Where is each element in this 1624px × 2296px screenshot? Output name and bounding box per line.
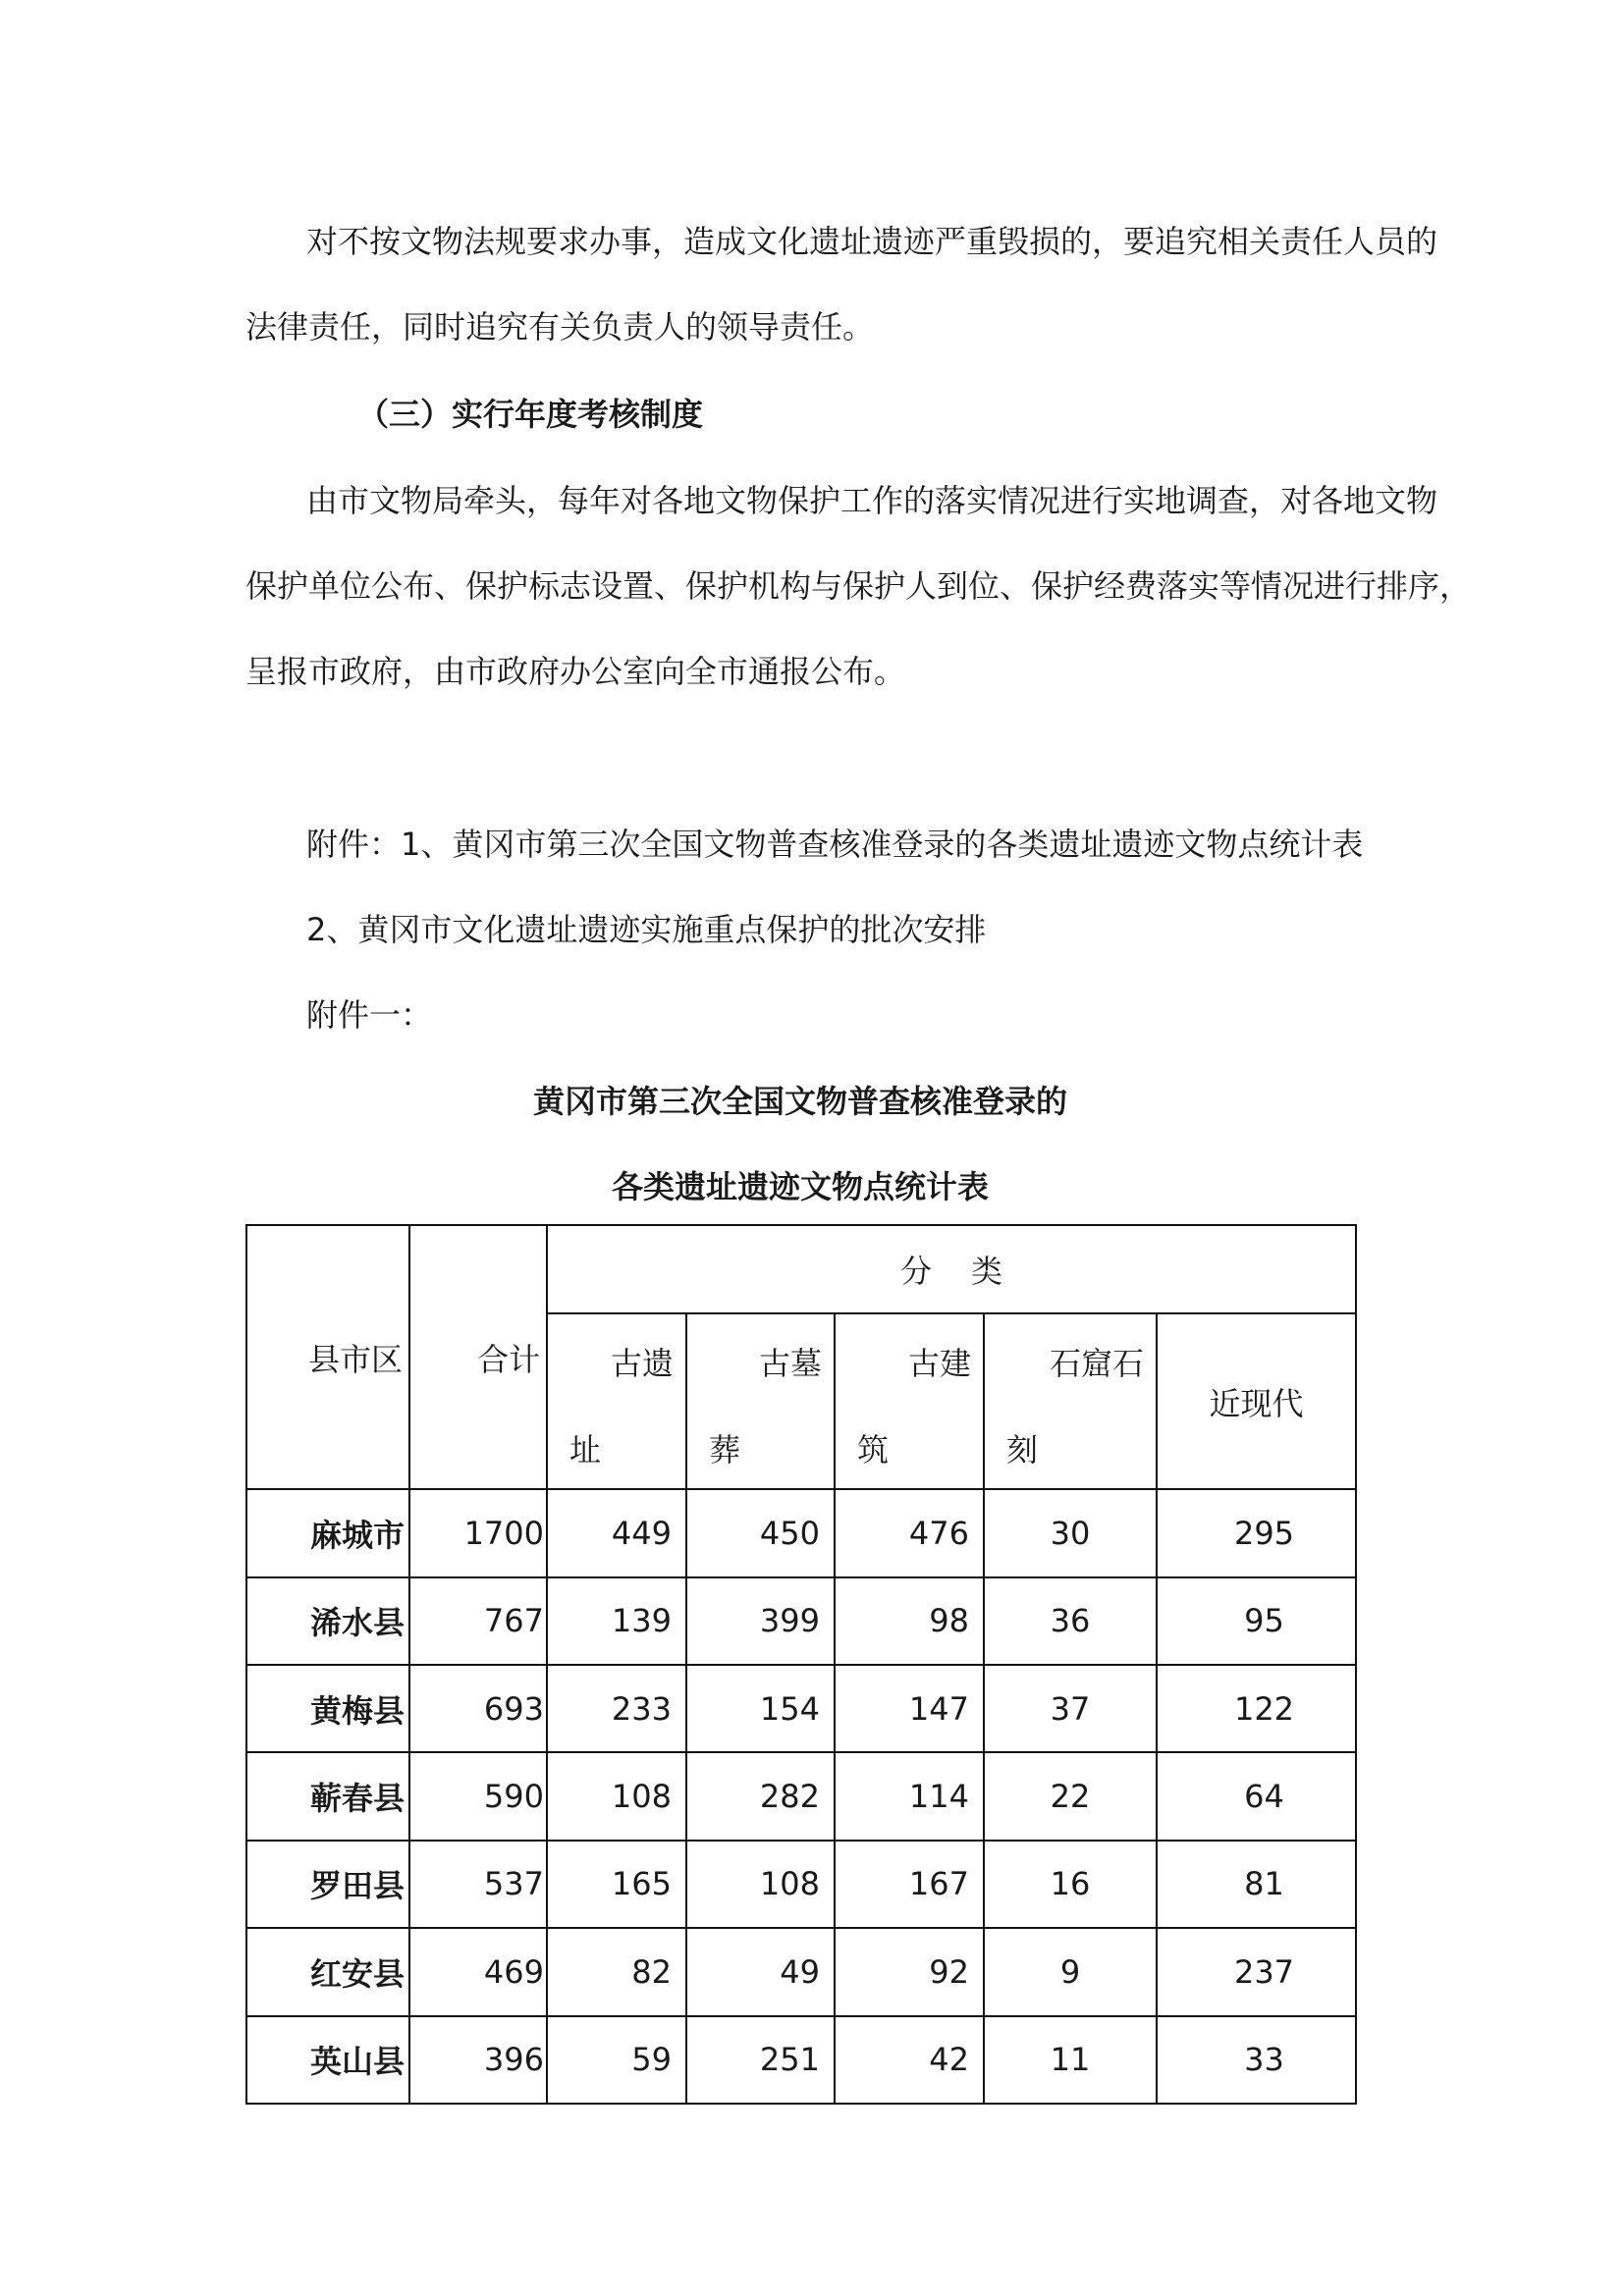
attachment-list-item-2: 2、黄冈市文化遗址遗迹实施重点保护的批次安排 xyxy=(306,911,987,948)
ancient-sites-cell: 449 xyxy=(547,1489,686,1576)
header-category-ancient-buildings: 古建 筑 xyxy=(835,1313,984,1489)
grottoes-carvings-cell: 9 xyxy=(984,1928,1157,2015)
ancient-buildings-cell: 92 xyxy=(835,1928,984,2015)
ancient-tombs-cell: 108 xyxy=(686,1841,835,1928)
total-cell: 693 xyxy=(409,1665,547,1752)
modern-cell: 295 xyxy=(1157,1489,1356,1576)
header-category-ancient-tombs: 古墓 葬 xyxy=(686,1313,835,1489)
grottoes-carvings-cell: 16 xyxy=(984,1841,1157,1928)
ancient-sites-cell: 165 xyxy=(547,1841,686,1928)
total-cell: 469 xyxy=(409,1928,547,2015)
modern-cell: 122 xyxy=(1157,1665,1356,1752)
total-cell: 396 xyxy=(409,2016,547,2104)
county-name: 浠水县 xyxy=(246,1577,409,1665)
county-name: 蕲春县 xyxy=(246,1752,409,1840)
modern-cell: 64 xyxy=(1157,1752,1356,1840)
table-row xyxy=(246,1752,1356,1840)
grottoes-carvings-cell: 11 xyxy=(984,2016,1157,2104)
attachment-one-label: 附件一： xyxy=(306,996,433,1034)
ancient-tombs-cell: 399 xyxy=(686,1577,835,1665)
table-header-row-1 xyxy=(246,1225,1356,1313)
ancient-buildings-cell: 147 xyxy=(835,1665,984,1752)
grottoes-carvings-cell: 37 xyxy=(984,1665,1157,1752)
ancient-tombs-cell: 49 xyxy=(686,1928,835,2015)
ancient-tombs-cell: 282 xyxy=(686,1752,835,1840)
modern-cell: 95 xyxy=(1157,1577,1356,1665)
statistics-table xyxy=(245,1224,1357,2105)
header-county: 县市区 xyxy=(246,1225,409,1489)
total-cell: 1700 xyxy=(409,1489,547,1576)
table-title-line-2: 各类遗址遗迹文物点统计表 xyxy=(611,1168,989,1205)
ancient-tombs-cell: 154 xyxy=(686,1665,835,1752)
ancient-tombs-cell: 450 xyxy=(686,1489,835,1576)
modern-cell: 237 xyxy=(1157,1928,1356,2015)
modern-cell: 33 xyxy=(1157,2016,1356,2104)
table-row xyxy=(246,1489,1356,1576)
paragraph-2-line-3: 呈报市政府，由市政府办公室向全市通报公布。 xyxy=(245,653,906,690)
table-row xyxy=(246,2016,1356,2104)
table-row xyxy=(246,1577,1356,1665)
total-cell: 767 xyxy=(409,1577,547,1665)
table-row xyxy=(246,1928,1356,2015)
ancient-buildings-cell: 476 xyxy=(835,1489,984,1576)
total-cell: 590 xyxy=(409,1752,547,1840)
ancient-sites-cell: 59 xyxy=(547,2016,686,2104)
ancient-buildings-cell: 42 xyxy=(835,2016,984,2104)
ancient-buildings-cell: 114 xyxy=(835,1752,984,1840)
grottoes-carvings-cell: 30 xyxy=(984,1489,1157,1576)
total-cell: 537 xyxy=(409,1841,547,1928)
table-row xyxy=(246,1841,1356,1928)
county-name: 黄梅县 xyxy=(246,1665,409,1752)
header-category-ancient-sites: 古遗 址 xyxy=(547,1313,686,1489)
grottoes-carvings-cell: 22 xyxy=(984,1752,1157,1840)
table-title-line-1: 黄冈市第三次全国文物普查核准登录的 xyxy=(532,1083,1067,1120)
county-name: 英山县 xyxy=(246,2016,409,2104)
grottoes-carvings-cell: 36 xyxy=(984,1577,1157,1665)
ancient-sites-cell: 233 xyxy=(547,1665,686,1752)
county-name: 罗田县 xyxy=(246,1841,409,1928)
modern-cell: 81 xyxy=(1157,1841,1356,1928)
attachment-list-item-1: 附件：1、黄冈市第三次全国文物普查核准登录的各类遗址遗迹文物点统计表 xyxy=(306,826,1364,863)
header-category-group: 分类 xyxy=(547,1225,1356,1313)
county-name: 麻城市 xyxy=(246,1489,409,1576)
ancient-sites-cell: 139 xyxy=(547,1577,686,1665)
ancient-tombs-cell: 251 xyxy=(686,2016,835,2104)
paragraph-2-line-2: 保护单位公布、保护标志设置、保护机构与保护人到位、保护经费落实等情况进行排序， xyxy=(245,567,1472,605)
ancient-buildings-cell: 98 xyxy=(835,1577,984,1665)
header-total: 合计 xyxy=(409,1225,547,1489)
paragraph-1-line-1: 对不按文物法规要求办事，造成文化遗址遗迹严重毁损的，要追究相关责任人员的 xyxy=(306,223,1438,260)
header-category-grottoes-carvings: 石窟石 刻 xyxy=(984,1313,1157,1489)
header-category-modern: 近现代 xyxy=(1157,1313,1356,1489)
ancient-sites-cell: 82 xyxy=(547,1928,686,2015)
table-row xyxy=(246,1665,1356,1752)
county-name: 红安县 xyxy=(246,1928,409,2015)
paragraph-2-line-1: 由市文物局牵头，每年对各地文物保护工作的落实情况进行实地调查，对各地文物 xyxy=(306,482,1438,519)
paragraph-1-line-2: 法律责任，同时追究有关负责人的领导责任。 xyxy=(245,308,875,346)
ancient-sites-cell: 108 xyxy=(547,1752,686,1840)
section-heading: （三）实行年度考核制度 xyxy=(357,396,704,433)
ancient-buildings-cell: 167 xyxy=(835,1841,984,1928)
